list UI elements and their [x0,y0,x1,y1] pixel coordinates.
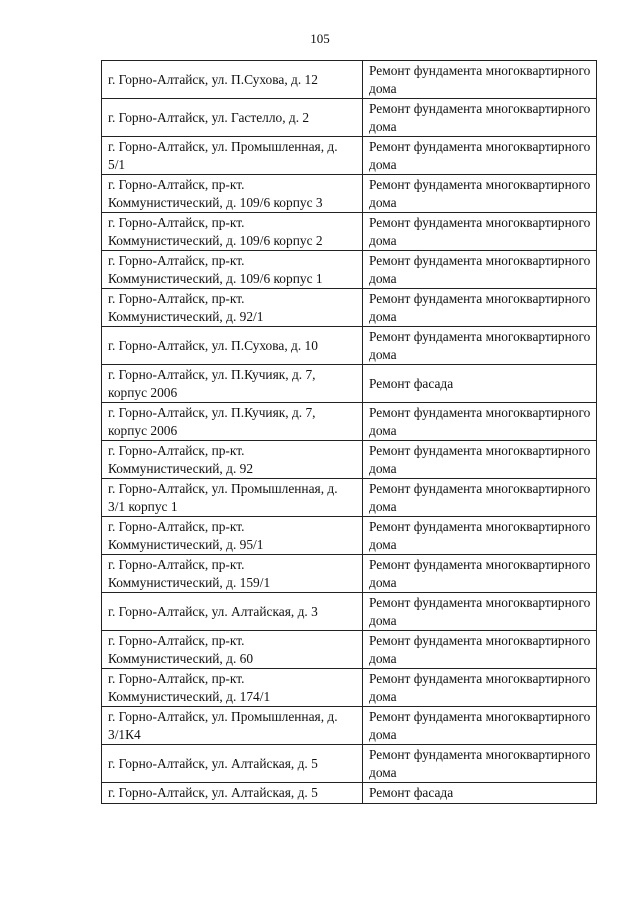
work-type-cell: Ремонт фундамента многоквартирного дома [363,517,597,555]
table-row [102,175,597,213]
table-row [102,289,597,327]
address-cell: г. Горно-Алтайск, пр-кт. Коммунистический, д. 60 [102,631,363,669]
work-type-cell: Ремонт фундамента многоквартирного дома [363,99,597,137]
work-type-cell: Ремонт фундамента многоквартирного дома [363,441,597,479]
table-row [102,327,597,365]
table-row [102,669,597,707]
address-cell: г. Горно-Алтайск, ул. Промышленная, д. 5/1 [102,137,363,175]
address-cell: г. Горно-Алтайск, ул. П.Сухова, д. 12 [102,61,363,99]
work-type-cell: Ремонт фундамента многоквартирного дома [363,631,597,669]
table-row [102,251,597,289]
address-cell: г. Горно-Алтайск, ул. П.Кучияк, д. 7, корпус 2006 [102,365,363,403]
work-type-cell: Ремонт фасада [363,783,597,804]
address-cell: г. Горно-Алтайск, ул. Алтайская, д. 5 [102,783,363,804]
work-type-cell: Ремонт фундамента многоквартирного дома [363,213,597,251]
table-row [102,403,597,441]
work-type-cell: Ремонт фундамента многоквартирного дома [363,175,597,213]
address-cell: г. Горно-Алтайск, пр-кт. Коммунистический, д. 92/1 [102,289,363,327]
table-row [102,517,597,555]
address-cell: г. Горно-Алтайск, пр-кт. Коммунистический, д. 159/1 [102,555,363,593]
work-type-cell: Ремонт фасада [363,365,597,403]
work-type-cell: Ремонт фундамента многоквартирного дома [363,327,597,365]
table-row [102,365,597,403]
address-cell: г. Горно-Алтайск, пр-кт. Коммунистический, д. 174/1 [102,669,363,707]
page-number: 105 [310,31,330,46]
table-row [102,99,597,137]
address-cell: г. Горно-Алтайск, ул. Гастелло, д. 2 [102,99,363,137]
address-cell: г. Горно-Алтайск, пр-кт. Коммунистический, д. 92 [102,441,363,479]
table-row [102,441,597,479]
table-row [102,783,597,804]
table-row [102,137,597,175]
table-row [102,593,597,631]
address-cell: г. Горно-Алтайск, ул. Промышленная, д. 3/1К4 [102,707,363,745]
work-type-cell: Ремонт фундамента многоквартирного дома [363,555,597,593]
address-cell: г. Горно-Алтайск, ул. Алтайская, д. 3 [102,593,363,631]
table-row [102,707,597,745]
address-cell: г. Горно-Алтайск, ул. Промышленная, д. 3/1 корпус 1 [102,479,363,517]
address-cell: г. Горно-Алтайск, пр-кт. Коммунистический, д. 95/1 [102,517,363,555]
work-type-cell: Ремонт фундамента многоквартирного дома [363,593,597,631]
address-cell: г. Горно-Алтайск, ул. П.Кучияк, д. 7, корпус 2006 [102,403,363,441]
work-type-cell: Ремонт фундамента многоквартирного дома [363,61,597,99]
work-type-cell: Ремонт фундамента многоквартирного дома [363,251,597,289]
address-cell: г. Горно-Алтайск, ул. П.Сухова, д. 10 [102,327,363,365]
work-type-cell: Ремонт фундамента многоквартирного дома [363,403,597,441]
work-type-cell: Ремонт фундамента многоквартирного дома [363,669,597,707]
address-cell: г. Горно-Алтайск, пр-кт. Коммунистический, д. 109/6 корпус 3 [102,175,363,213]
table-row [102,479,597,517]
table-row [102,61,597,99]
work-type-cell: Ремонт фундамента многоквартирного дома [363,289,597,327]
repair-table [101,60,597,804]
repair-table-body [102,61,597,804]
address-cell: г. Горно-Алтайск, ул. Алтайская, д. 5 [102,745,363,783]
table-row [102,555,597,593]
work-type-cell: Ремонт фундамента многоквартирного дома [363,137,597,175]
work-type-cell: Ремонт фундамента многоквартирного дома [363,745,597,783]
table-row [102,745,597,783]
address-cell: г. Горно-Алтайск, пр-кт. Коммунистический, д. 109/6 корпус 1 [102,251,363,289]
work-type-cell: Ремонт фундамента многоквартирного дома [363,479,597,517]
table-row [102,631,597,669]
address-cell: г. Горно-Алтайск, пр-кт. Коммунистический, д. 109/6 корпус 2 [102,213,363,251]
work-type-cell: Ремонт фундамента многоквартирного дома [363,707,597,745]
table-row [102,213,597,251]
